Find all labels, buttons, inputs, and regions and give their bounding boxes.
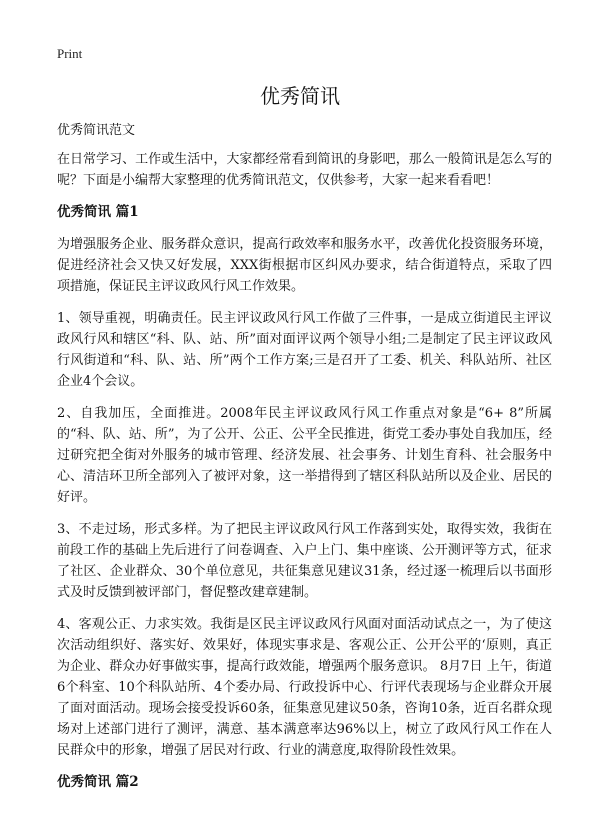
section-1-paragraph: 1、领导重视，明确责任。民主评议政风行风工作做了三件事，一是成立街道民主评议政风行风和辖区“科、队、站、所”面对面评议两个领导小组;二是制定了民主评议政风行风街道和“科、队、站、所”两个工作方案;三是召开了工委、机关、科队站所、社区企业4个会议。 [57,311,552,389]
intro-paragraph: 在日常学习、工作或生活中，大家都经常看到简讯的身影吧，那么一般简讯是怎么写的呢？下面是小编帮大家整理的优秀简讯范文，仅供参考，大家一起来看看吧！ [57,152,552,188]
section-heading-2: 优秀简讯 篇2 [57,774,139,790]
document-title: 优秀简讯 [260,84,340,108]
document-subtitle: 优秀简讯范文 [57,123,136,138]
section-1-paragraph: 2、自我加压，全面推进。2008年民主评议政风行风工作重点对象是“6+ 8”所属的“科、队、站、所”，为了公开、公正、公平全民推进，街党工委办事处自我加压，经过研究把全街对外服务的城市管理、经济发展、社会事务、计划生育科、社会服务中心、清洁环卫所全部列入了被评对象，这一举措得到了辖区科队站所以及企业、居民的好评。 [57,406,552,505]
document-body [57,120,552,804]
section-1-paragraph: 4、客观公正、力求实效。我街是区民主评议政风行风面对面活动试点之一，为了使这次活动组织好、落实好、效果好，体现实事求是、客观公正、公开公平的‘原则，真正为企业、群众办好事做实事，提高行政效能，增强两个服务意识。 8月7日 上午，街道6个科室、10个科队站所、4个委办局、行政投诉中心、行评代表现场与企业群众开展了面对面活动。现场会接受投诉60条，征集意见建议50条，咨询10条，近百名群众现场对上述部门进行了测评，满意、基本满意率达96%以上，树立了政风行风工作在人民群众中的形象，增强了居民对行政、行业的满意度,取得阶段性效果。 [57,617,552,758]
section-1-paragraph: 为增强服务企业、服务群众意识，提高行政效率和服务水平，改善优化投资服务环境，促进经济社会又快又好发展，XXX街根据市区纠风办要求，结合街道特点，采取了四项措施，保证民主评议政风行风工作效果。 [57,237,552,294]
print-link[interactable]: Print [57,46,83,61]
section-1-paragraph: 3、不走过场，形式多样。为了把民主评议政风行风工作落到实处，取得实效，我街在前段工作的基础上先后进行了问卷调查、入户上门、集中座谈、公开测评等方式，征求了社区、企业群众、30个单位意见，共征集意见建议31条，经过逐一梳理后以书面形式及时反馈到被评部门，督促整改建章建制。 [57,522,552,600]
section-heading-1: 优秀简讯 篇1 [57,204,139,220]
